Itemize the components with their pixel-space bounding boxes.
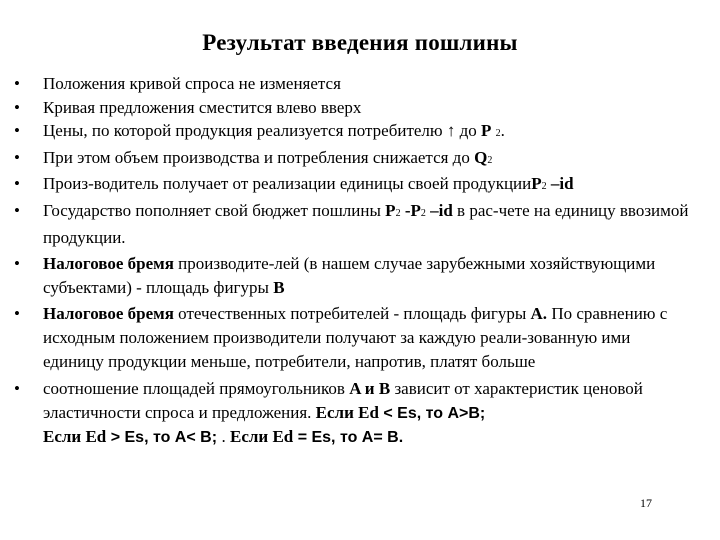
bullet-marker: • xyxy=(14,254,20,274)
item-text: . xyxy=(221,427,230,447)
item-text: соотношение площадей прямоугольников xyxy=(43,379,350,399)
item-text: Кривая предложения сместится влево вверх xyxy=(43,97,362,117)
figure-label: A xyxy=(349,379,361,399)
item-text: и xyxy=(360,379,379,399)
subscript: 2 xyxy=(487,154,493,166)
item-text: зависит от характеристик ценовой эластичности спроса и предложения. xyxy=(43,379,643,422)
list-item xyxy=(0,172,720,199)
bullet-marker: • xyxy=(14,200,20,220)
condition-result: > Es, то A< B; xyxy=(106,429,222,447)
item-text: производите-лей (в нашем случае зарубежными хозяйствующими субъектами) - площадь фигуры xyxy=(43,254,656,297)
list-item xyxy=(0,72,720,96)
demand-elasticity: Ed xyxy=(353,402,379,422)
quantity-symbol: Q xyxy=(474,147,488,167)
bullet-marker: • xyxy=(14,304,20,324)
bullet-list xyxy=(0,72,720,450)
item-text: отечественных потребителей - площадь фигуры xyxy=(173,304,531,324)
bullet-marker: • xyxy=(14,174,20,194)
demand-elasticity: Ed xyxy=(268,427,294,447)
item-text-end: –id xyxy=(546,174,574,194)
item-text: Цены, по которой продукция реализуется потребителю ↑ до xyxy=(43,121,482,141)
item-text: По сравнению с исходным положением производители получают за каждую реали-зованную ими единицу продукции меньше, потребители, напротив, платят больше xyxy=(43,304,668,371)
item-text: Государство пополняет свой бюджет пошлины xyxy=(43,200,386,220)
list-item xyxy=(0,146,720,173)
figure-label: B xyxy=(378,379,391,399)
price-symbol: P xyxy=(481,121,492,141)
condition-result: = Es, то A= B. xyxy=(293,429,404,447)
slide-title: Результат введения пошлины xyxy=(202,30,518,55)
subscript: 2 xyxy=(541,181,547,193)
price-symbol: P xyxy=(385,200,396,220)
bullet-marker: • xyxy=(14,97,20,117)
item-text: в рас-чете на единицу ввозимой продукции. xyxy=(43,200,689,247)
item-bold-term: Налоговое бремя xyxy=(43,254,174,274)
list-item xyxy=(0,119,720,146)
item-text-end: . xyxy=(500,121,505,141)
list-item xyxy=(0,252,720,299)
subscript: 2 xyxy=(395,207,401,219)
item-text: Положения кривой спроса не изменяется xyxy=(43,74,341,93)
condition-result: < Es, то A>B; xyxy=(378,404,486,422)
list-item xyxy=(0,96,720,120)
list-item xyxy=(0,199,720,249)
bullet-marker: • xyxy=(14,379,20,399)
subscript: 2 xyxy=(495,128,501,140)
demand-elasticity: Ed xyxy=(81,427,107,447)
price-symbol: P xyxy=(531,174,542,194)
item-text: При этом объем производства и потребления снижается до xyxy=(43,147,475,167)
duty-symbol: –id xyxy=(425,200,453,220)
condition-if: Если xyxy=(43,427,82,447)
list-item xyxy=(0,302,720,373)
bullet-marker: • xyxy=(14,121,20,141)
figure-label: B xyxy=(273,277,285,297)
item-text: Произ-водитель получает от реализации единицы своей продукции xyxy=(43,174,532,194)
condition-if: Если xyxy=(315,402,354,422)
bullet-marker: • xyxy=(14,147,20,167)
subscript: 2 xyxy=(420,207,426,219)
bullet-marker: • xyxy=(14,74,20,93)
figure-label: A. xyxy=(530,304,548,324)
list-item xyxy=(0,377,720,450)
condition-if: Если xyxy=(229,427,269,447)
price-symbol: -P xyxy=(400,200,421,220)
page-number: 17 xyxy=(640,496,652,510)
item-bold-term: Налоговое бремя xyxy=(43,304,174,324)
